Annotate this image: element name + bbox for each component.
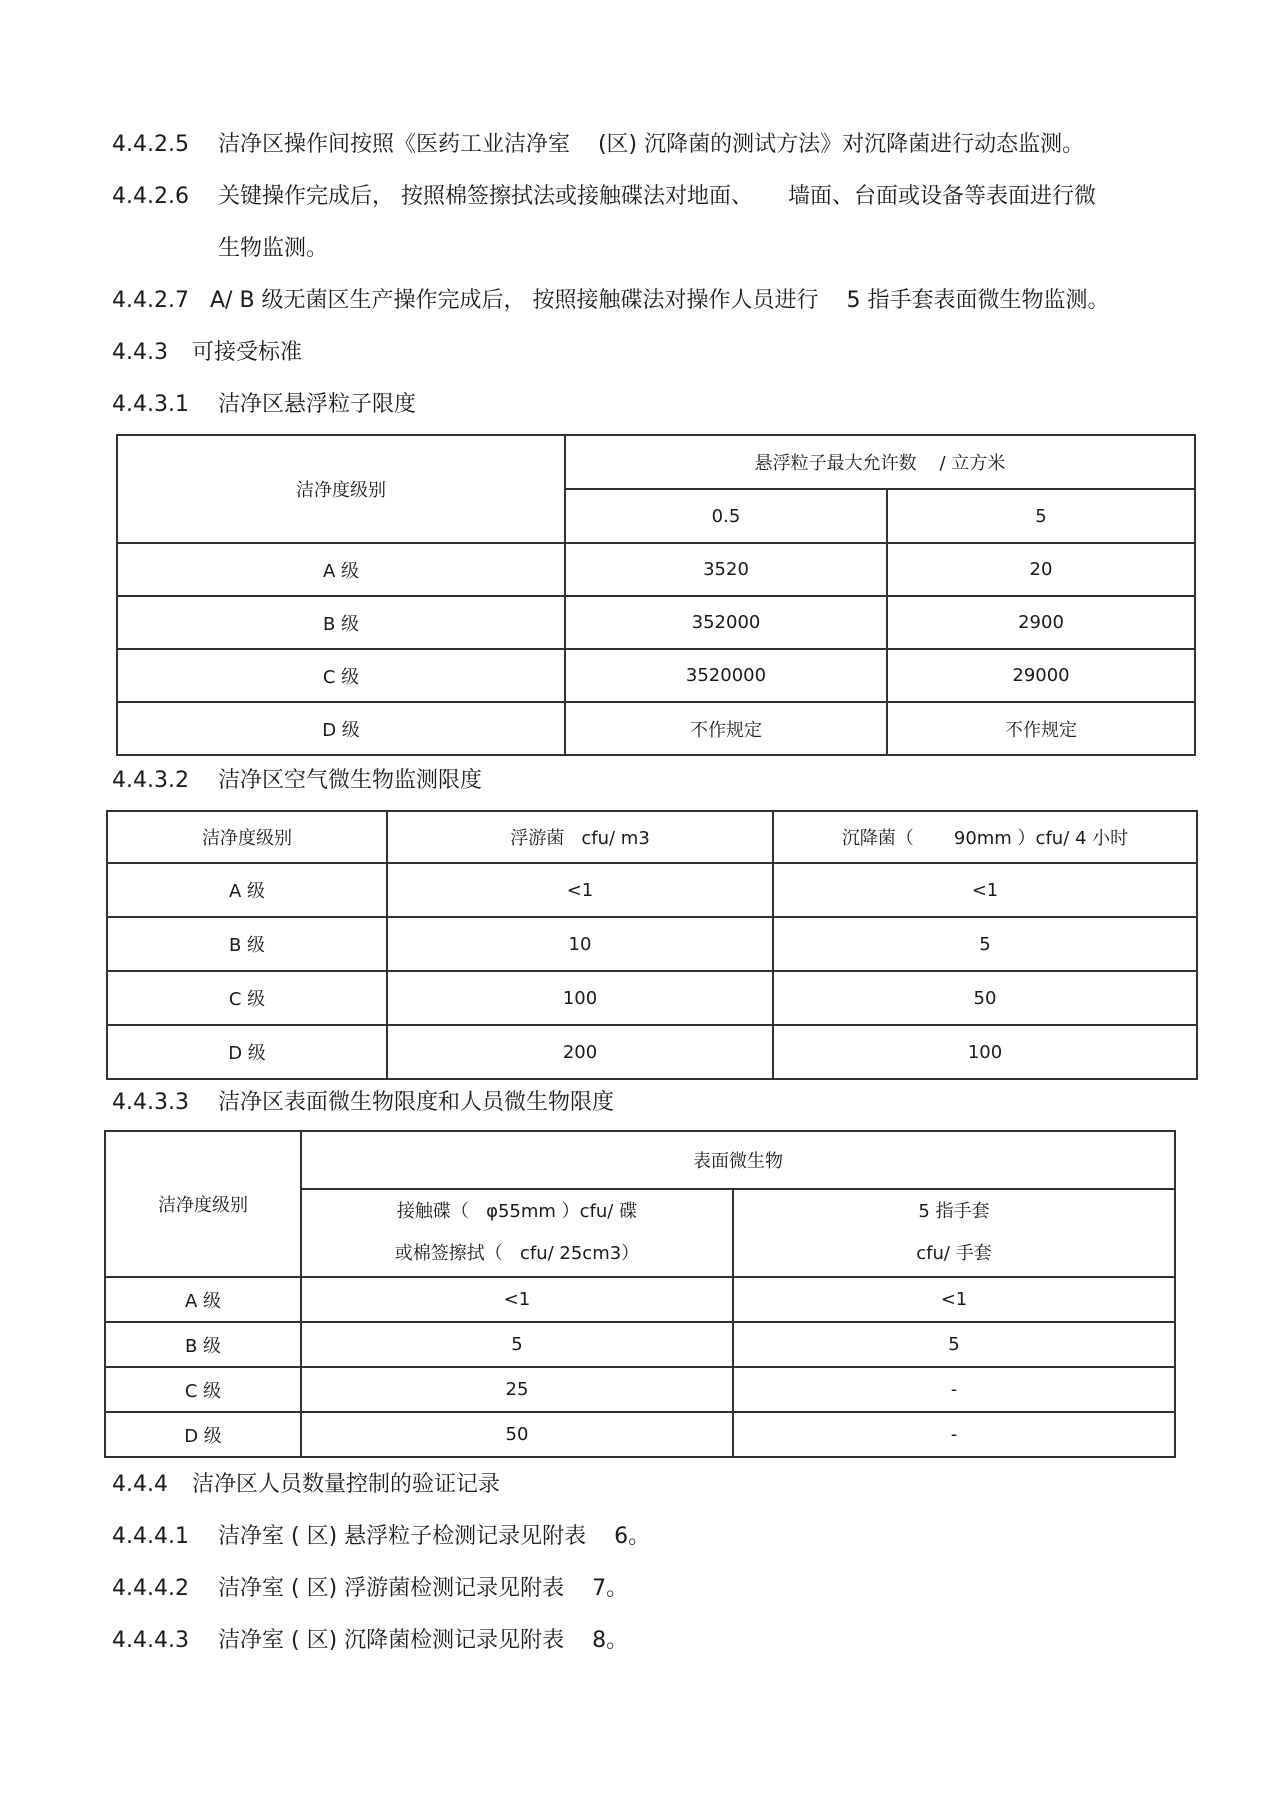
section-number: 4.4.4 — [112, 1472, 168, 1497]
value-cell: <1 — [733, 1277, 1175, 1322]
clause-number: 4.4.2.5 — [112, 132, 189, 157]
section-4-4-3 — [112, 338, 302, 368]
clause-4-4-3-3 — [112, 1088, 614, 1118]
value-cell: <1 — [301, 1277, 733, 1322]
value-cell: 29000 — [887, 649, 1195, 702]
clause-4-4-3-2 — [112, 766, 482, 796]
clause-number: 4.4.2.6 — [112, 184, 189, 209]
clause-text: 洁净区悬浮粒子限度 — [218, 392, 417, 417]
value-cell: 不作规定 — [565, 702, 887, 755]
clause-4-4-3-1 — [112, 390, 416, 420]
grade-cell: B 级 — [107, 917, 387, 971]
header-size-5: 5 — [887, 489, 1195, 543]
header-glove-print-line1: 5 指手套 — [918, 1201, 990, 1222]
clause-number: 4.4.4.2 — [112, 1576, 189, 1601]
grade-cell: A 级 — [107, 863, 387, 917]
clause-4-4-2-6 — [112, 182, 1096, 212]
value-cell: 不作规定 — [887, 702, 1195, 755]
value-cell: - — [733, 1367, 1175, 1412]
clause-4-4-4-1 — [112, 1522, 650, 1552]
grade-cell: D 级 — [107, 1025, 387, 1079]
table-row — [105, 1367, 1175, 1412]
table-row — [117, 702, 1195, 755]
section-title: 可接受标准 — [192, 340, 303, 365]
air-microbe-table — [106, 810, 1198, 1080]
header-max-particles: 悬浮粒子最大允许数 / 立方米 — [565, 435, 1195, 489]
value-cell: 3520000 — [565, 649, 887, 702]
clause-text: A/ B 级无菌区生产操作完成后， 按照接触碟法对操作人员进行 5 指手套表面微生物监测。 — [210, 288, 1110, 313]
value-cell: 200 — [387, 1025, 773, 1079]
header-grade: 洁净度级别 — [107, 811, 387, 863]
section-number: 4.4.3 — [112, 340, 168, 365]
header-size-0-5: 0.5 — [565, 489, 887, 543]
table-row — [117, 596, 1195, 649]
grade-cell: D 级 — [117, 702, 565, 755]
clause-text: 洁净区表面微生物限度和人员微生物限度 — [218, 1090, 615, 1115]
value-cell: <1 — [387, 863, 773, 917]
clause-4-4-2-6-continued — [218, 234, 328, 264]
header-grade: 洁净度级别 — [117, 435, 565, 543]
value-cell: 50 — [301, 1412, 733, 1457]
value-cell: 5 — [733, 1322, 1175, 1367]
particle-limit-table — [116, 434, 1196, 756]
value-cell: 50 — [773, 971, 1197, 1025]
value-cell: <1 — [773, 863, 1197, 917]
table-row — [107, 917, 1197, 971]
header-contact-plate — [301, 1189, 733, 1277]
header-settle-plate: 沉降菌（ 90mm ）cfu/ 4 小时 — [773, 811, 1197, 863]
clause-number: 4.4.3.2 — [112, 768, 189, 793]
clause-4-4-4-3 — [112, 1626, 628, 1656]
section-title: 洁净区人员数量控制的验证记录 — [192, 1472, 501, 1497]
clause-text: 关键操作完成后， 按照棉签擦拭法或接触碟法对地面、 墙面、台面或设备等表面进行微 — [218, 184, 1096, 209]
value-cell: 10 — [387, 917, 773, 971]
clause-number: 4.4.3.1 — [112, 392, 189, 417]
clause-number: 4.4.4.3 — [112, 1628, 189, 1653]
table-row — [105, 1412, 1175, 1457]
grade-cell: B 级 — [117, 596, 565, 649]
grade-cell: A 级 — [117, 543, 565, 596]
clause-text: 洁净室 ( 区) 沉降菌检测记录见附表 8。 — [218, 1628, 629, 1653]
table-row — [117, 543, 1195, 596]
clause-number: 4.4.2.7 — [112, 288, 189, 313]
value-cell: 100 — [387, 971, 773, 1025]
table-row — [107, 971, 1197, 1025]
table-row — [105, 1277, 1175, 1322]
header-contact-plate-line1: 接触碟（ φ55mm ）cfu/ 碟 — [396, 1201, 638, 1222]
value-cell: 100 — [773, 1025, 1197, 1079]
clause-text: 洁净区操作间按照《医药工业洁净室 (区) 沉降菌的测试方法》对沉降菌进行动态监测。 — [218, 132, 1085, 157]
value-cell: - — [733, 1412, 1175, 1457]
header-airborne: 浮游菌 cfu/ m3 — [387, 811, 773, 863]
table-row — [117, 649, 1195, 702]
table-row — [107, 863, 1197, 917]
surface-microbe-table — [104, 1130, 1176, 1458]
value-cell: 5 — [773, 917, 1197, 971]
value-cell: 2900 — [887, 596, 1195, 649]
clause-number: 4.4.4.1 — [112, 1524, 189, 1549]
clause-4-4-4-2 — [112, 1574, 628, 1604]
clause-text: 洁净室 ( 区) 悬浮粒子检测记录见附表 6。 — [218, 1524, 651, 1549]
clause-4-4-2-7 — [112, 286, 1110, 316]
grade-cell: B 级 — [105, 1322, 301, 1367]
section-4-4-4 — [112, 1470, 500, 1500]
header-contact-plate-line2: 或棉签擦拭（ cfu/ 25cm3） — [394, 1243, 640, 1264]
value-cell: 352000 — [565, 596, 887, 649]
header-glove-print-line2: cfu/ 手套 — [916, 1243, 992, 1264]
table-row — [105, 1322, 1175, 1367]
value-cell: 5 — [301, 1322, 733, 1367]
header-surface-microbes: 表面微生物 — [301, 1131, 1175, 1189]
value-cell: 20 — [887, 543, 1195, 596]
grade-cell: A 级 — [105, 1277, 301, 1322]
grade-cell: C 级 — [107, 971, 387, 1025]
value-cell: 3520 — [565, 543, 887, 596]
table-row — [107, 1025, 1197, 1079]
grade-cell: C 级 — [105, 1367, 301, 1412]
clause-text: 生物监测。 — [218, 236, 329, 261]
clause-4-4-2-5 — [112, 130, 1084, 160]
value-cell: 25 — [301, 1367, 733, 1412]
grade-cell: C 级 — [117, 649, 565, 702]
header-glove-print — [733, 1189, 1175, 1277]
clause-number: 4.4.3.3 — [112, 1090, 189, 1115]
clause-text: 洁净区空气微生物监测限度 — [218, 768, 483, 793]
clause-text: 洁净室 ( 区) 浮游菌检测记录见附表 7。 — [218, 1576, 629, 1601]
grade-cell: D 级 — [105, 1412, 301, 1457]
header-grade: 洁净度级别 — [105, 1131, 301, 1277]
